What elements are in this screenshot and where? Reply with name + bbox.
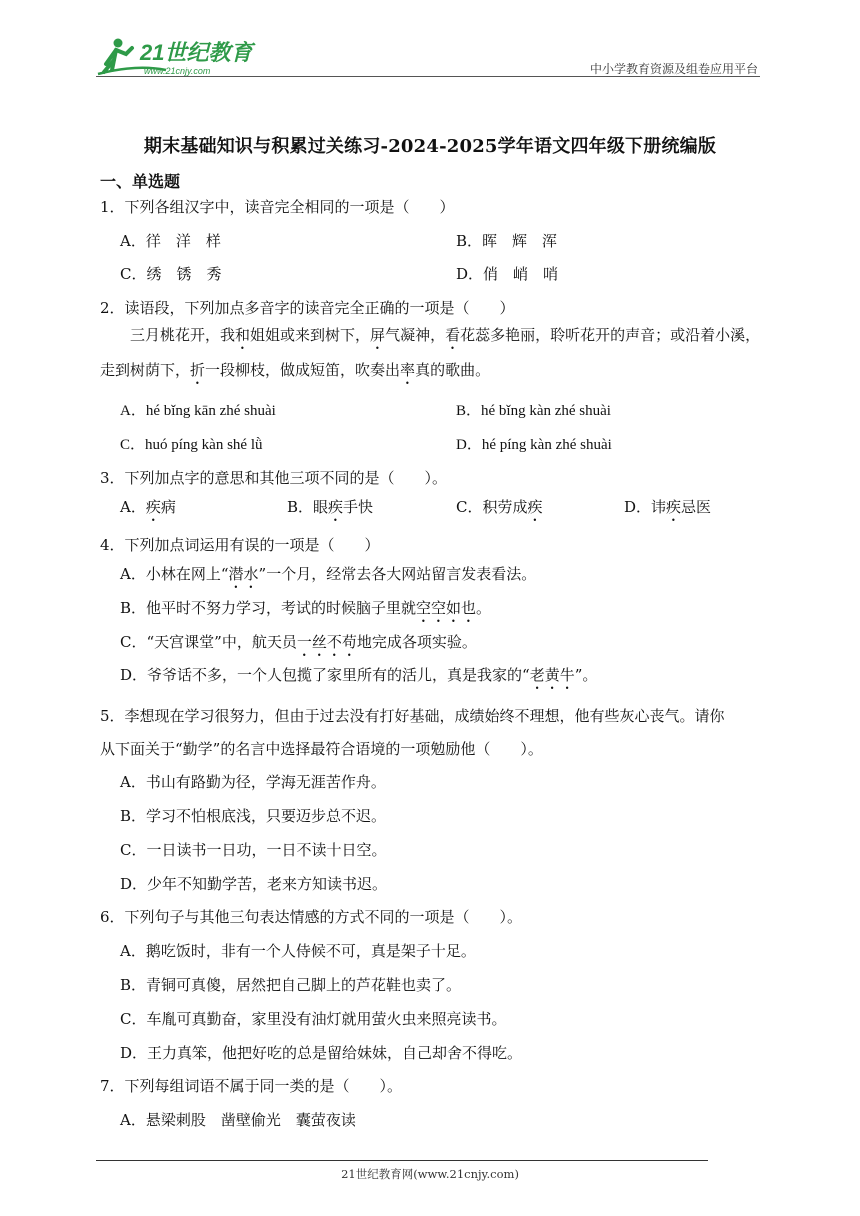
header-divider — [96, 76, 760, 77]
question-6-option-b: B．青铜可真傻，居然把自己脚上的芦花鞋也卖了。 — [120, 976, 462, 994]
question-4-option-c: C．“天宫课堂”中，航天员一丝不苟地完成各项实验。 — [120, 633, 477, 651]
question-3-stem: 3．下列加点字的意思和其他三项不同的是（ ）。 — [100, 469, 448, 487]
question-1-option-a: A．徉 洋 样 — [120, 232, 221, 250]
question-6-stem: 6．下列句子与其他三句表达情感的方式不同的一项是（ ）。 — [100, 908, 523, 926]
question-3-option-b: B．眼疾手快 — [287, 498, 374, 516]
question-1-option-c: C．绣 锈 秀 — [120, 265, 222, 283]
site-logo — [96, 34, 261, 78]
question-5-option-d: D．少年不知勤学苦，老来方知读书迟。 — [120, 875, 388, 893]
question-7-option-a: A．悬梁刺股 凿壁偷光 囊萤夜读 — [120, 1111, 356, 1129]
question-6-option-a: A．鹅吃饭时，非有一个人侍候不可，真是架子十足。 — [120, 942, 476, 960]
question-5-option-a: A．书山有路勤为径，学海无涯苦作舟。 — [120, 773, 386, 791]
question-1-option-b: B．晖 辉 浑 — [456, 232, 558, 250]
question-4-option-d: D．爷爷话不多，一个人包揽了家里所有的活儿，真是我家的“老黄牛”。 — [120, 666, 598, 684]
section-heading: 一、单选题 — [100, 172, 181, 191]
question-4-stem: 4．下列加点词运用有误的一项是（ ） — [100, 536, 380, 554]
question-1-stem: 1．下列各组汉字中，读音完全相同的一项是（ ） — [100, 198, 455, 216]
question-2-option-c: C．huó píng kàn shé lǜ — [120, 437, 263, 453]
question-5-stem-line1: 5．李想现在学习很努力，但由于过去没有打好基础，成绩始终不理想，他有些灰心丧气。请你 — [100, 707, 725, 725]
question-7-stem: 7．下列每组词语不属于同一类的是（ ）。 — [100, 1077, 403, 1095]
question-1-option-d: D．俏 峭 哨 — [456, 265, 559, 283]
document-title: 期末基础知识与积累过关练习-2024-2025学年语文四年级下册统编版 — [143, 136, 717, 157]
question-3-option-a: A．疾病 — [120, 498, 176, 516]
question-4-option-a: A．小林在网上“潜水”一个月，经常去各大网站留言发表看法。 — [120, 565, 537, 583]
question-2-option-d: D．hé píng kàn zhé shuài — [456, 437, 612, 453]
question-3-option-d: D．讳疾忌医 — [624, 498, 712, 516]
question-5-option-c: C．一日读书一日功，一日不读十日空。 — [120, 841, 387, 859]
question-4-option-b: B．他平时不努力学习，考试的时候脑子里就空空如也。 — [120, 599, 492, 617]
question-5-option-b: B．学习不怕根底浅，只要迈步总不迟。 — [120, 807, 387, 825]
question-2-option-a: A．hé bǐng kān zhé shuài — [120, 403, 276, 419]
question-2-option-b: B．hé bǐng kàn zhé shuài — [456, 403, 611, 419]
question-2-passage: 三月桃花开，我和姐姐或来到树下，屏气凝神，看花蕊多艳丽，聆听花开的声音；或沿着小溪，走到树荫下，折一段柳枝，做成短笛，吹奏出率真的歌曲。 — [100, 326, 761, 379]
logo-text: 21世纪教育 — [140, 40, 253, 65]
question-6-option-c: C．车胤可真勤奋，家里没有油灯就用萤火虫来照亮读书。 — [120, 1010, 507, 1028]
question-6-option-d: D．王力真笨，他把好吃的总是留给妹妹，自己却舍不得吃。 — [120, 1044, 523, 1062]
header-platform-text: 中小学教育资源及组卷应用平台 — [589, 62, 758, 76]
footer-text: 21世纪教育网(www.21cnjy.com) — [341, 1167, 519, 1181]
question-2-stem: 2．读语段，下列加点多音字的读音完全正确的一项是（ ） — [100, 299, 515, 317]
logo-url: www.21cnjy.com — [144, 66, 211, 76]
question-5-stem-line2: 从下面关于“勤学”的名言中选择最符合语境的一项勉励他（ ）。 — [100, 740, 543, 758]
question-3-option-c: C．积劳成疾 — [456, 498, 543, 516]
footer-divider — [96, 1160, 708, 1161]
